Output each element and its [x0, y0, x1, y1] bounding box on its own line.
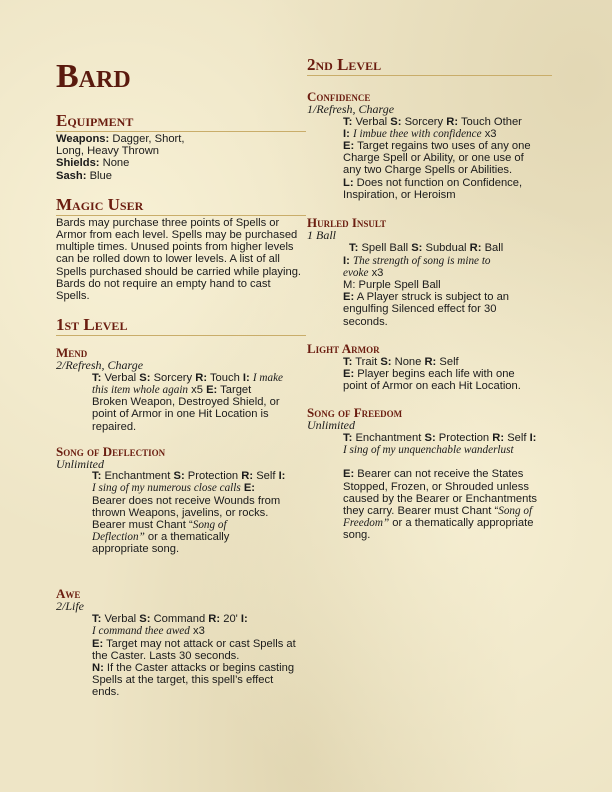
mend-school: Sorcery: [153, 371, 193, 384]
effect-label: E:: [343, 291, 355, 304]
confidence-body: [343, 116, 552, 201]
type-label: T:: [92, 371, 102, 384]
mend-incantation: I make: [252, 371, 284, 384]
limitation-label: L:: [343, 176, 354, 189]
type-label: T:: [349, 242, 359, 255]
freedom-effect: Bearer can not receive the States: [357, 468, 524, 481]
insult-incantation: The strength of song is mine to: [352, 254, 491, 267]
armor-effect: Player begins each life with one: [357, 368, 515, 381]
mend-title: Mend: [56, 345, 88, 361]
school-label: S:: [424, 431, 436, 444]
incantation-label: I:: [278, 470, 286, 483]
freedom-effect-line: they carry. Bearer must Chant “: [343, 504, 499, 517]
effect-label: E:: [92, 637, 104, 650]
school-label: S:: [173, 470, 185, 483]
deflection-chant: Song of: [192, 519, 227, 532]
weapons-value-2: Long, Heavy Thrown: [56, 145, 160, 158]
insult-effect-line: seconds.: [343, 315, 388, 328]
school-label: S:: [390, 115, 402, 128]
type-label: T:: [343, 355, 353, 368]
mend-body: [92, 372, 306, 433]
confidence-effect-line: any two Charge Spells or Abilities.: [343, 164, 513, 177]
confidence-incantation: I imbue thee with confidence: [352, 127, 482, 140]
awe-effect-line: the Caster. Lasts 30 seconds.: [92, 649, 240, 662]
effect-label: E:: [343, 368, 355, 381]
shields-label: Shields:: [56, 157, 100, 170]
range-label: R:: [208, 613, 221, 626]
level2-heading: 2nd Level: [307, 56, 552, 76]
range-label: R:: [446, 115, 459, 128]
magic-line: multiple times. Unused points from higher levels: [56, 241, 294, 254]
mend-type: Verbal: [104, 371, 137, 384]
awe-note-line: ends.: [92, 686, 120, 699]
incantation-label: I:: [529, 431, 537, 444]
armor-range: Self: [439, 355, 459, 368]
freedom-effect-line: caused by the Bearer or Enchantments: [343, 492, 538, 505]
deflection-effect-line: thrown Weapons, javelins, or rocks.: [92, 506, 269, 519]
freedom-frequency: Unlimited: [307, 418, 355, 433]
school-label: S:: [411, 242, 423, 255]
mend-effect-line: point of Armor in one Hit Location is: [92, 408, 269, 421]
awe-school: Command: [153, 613, 206, 626]
right-column: [307, 56, 552, 542]
awe-body: [92, 613, 306, 698]
mend-multiplier: x5: [191, 383, 203, 396]
range-label: R:: [195, 371, 208, 384]
magic-line: Bards may purchase three points of Spells or: [56, 216, 280, 229]
freedom-range: Self: [507, 431, 527, 444]
mend-effect-line: repaired.: [92, 420, 137, 433]
awe-title: Awe: [56, 585, 81, 601]
armor-body: [343, 356, 552, 393]
deflection-incantation: I sing of my numerous close calls: [92, 482, 241, 495]
effect-label: E:: [343, 139, 355, 152]
awe-type: Verbal: [104, 613, 137, 626]
weapons-value: Dagger, Short,: [112, 133, 185, 145]
note-label: N:: [92, 661, 104, 674]
awe-note-line: Spells at the target, this spell’s effect: [92, 674, 274, 687]
awe-multiplier: x3: [192, 625, 205, 638]
incantation-label: I:: [343, 127, 350, 140]
insult-type: Spell Ball: [361, 242, 409, 255]
mend-frequency: 2/Refresh, Charge: [56, 358, 144, 373]
page-title: Bard: [56, 58, 131, 95]
school-label: S:: [139, 371, 151, 384]
freedom-type: Enchantment: [355, 431, 422, 444]
magic-line: Bards do not require an empty hand to cast: [56, 277, 271, 290]
type-label: T:: [92, 613, 102, 626]
magic-line: Spells purchased should be carried while playing.: [56, 265, 302, 278]
confidence-effect-line: Charge Spell or Ability, or one use of: [343, 152, 524, 165]
armor-title: Light Armor: [307, 340, 380, 356]
magic-user-heading: Magic User: [56, 196, 306, 216]
magic-line: Armor from each level. Spells may be purchased: [56, 229, 298, 242]
confidence-school: Sorcery: [404, 115, 444, 128]
insult-title: Hurled Insult: [307, 214, 387, 230]
insult-multiplier: x3: [371, 266, 384, 279]
insult-effect-line: engulfing Silenced effect for 30: [343, 303, 497, 316]
type-label: T:: [343, 431, 353, 444]
confidence-title: Confidence: [307, 89, 371, 104]
shields-value: None: [102, 157, 130, 170]
freedom-title: Song of Freedom: [307, 405, 403, 421]
range-label: R:: [241, 470, 254, 483]
awe-incantation: I command thee awed: [92, 625, 190, 638]
deflection-tail-2: appropriate song.: [92, 543, 180, 556]
insult-material: Purple Spell Ball: [358, 279, 441, 292]
awe-effect: Target may not attack or cast Spells at: [106, 637, 296, 650]
armor-type: Trait: [355, 355, 378, 368]
effect-label: E:: [206, 383, 218, 396]
sash-value: Blue: [89, 169, 112, 182]
confidence-limitation: Does not function on Confidence,: [356, 176, 523, 189]
confidence-type: Verbal: [355, 115, 388, 128]
sash-label: Sash:: [56, 169, 87, 182]
insult-effect: A Player struck is subject to an: [356, 291, 510, 304]
type-label: T:: [92, 470, 102, 483]
magic-user-text: [56, 217, 306, 302]
deflection-chant-2: Deflection”: [92, 531, 145, 544]
deflection-effect-line: Bearer must Chant “: [92, 519, 193, 532]
confidence-limitation-line: Inspiration, or Heroism: [343, 188, 456, 201]
deflection-tail: or a thematically: [144, 531, 230, 544]
armor-effect-line: point of Armor on each Hit Location.: [343, 380, 521, 393]
confidence-range: Touch Other: [460, 115, 522, 128]
equipment-heading: Equipment: [56, 112, 306, 132]
confidence-frequency: 1/Refresh, Charge: [307, 102, 395, 116]
awe-note: If the Caster attacks or begins casting: [106, 661, 295, 674]
deflection-effect-line: Bearer does not receive Wounds from: [92, 494, 281, 507]
deflection-type: Enchantment: [104, 470, 171, 483]
awe-range: 20': [223, 613, 238, 626]
incantation-label: I:: [240, 613, 248, 626]
magic-line: Spells.: [56, 290, 90, 303]
incantation-label: I:: [242, 371, 250, 384]
incantation-label: I:: [343, 254, 350, 267]
school-label: S:: [139, 613, 151, 626]
effect-label: E:: [243, 482, 256, 495]
insult-incantation-2: evoke: [343, 266, 369, 279]
freedom-chant: Song of: [498, 504, 533, 517]
freedom-tail-2: song.: [343, 529, 371, 542]
range-label: R:: [469, 242, 482, 255]
insult-range: Ball: [484, 242, 504, 255]
insult-school: Subdual: [425, 242, 467, 255]
deflection-frequency: Unlimited: [56, 456, 104, 471]
range-label: R:: [424, 355, 437, 368]
weapons-label: Weapons:: [56, 133, 110, 145]
school-label: S:: [380, 355, 392, 368]
freedom-school: Protection: [438, 431, 490, 444]
mend-effect-line: Broken Weapon, Destroyed Shield, or: [92, 396, 280, 409]
deflection-title: Song of Deflection: [56, 443, 166, 459]
freedom-effect-line: Stopped, Frozen, or Shrouded unless: [343, 480, 529, 493]
range-label: R:: [492, 431, 505, 444]
level1-heading: 1st Level: [56, 316, 306, 336]
armor-school: None: [394, 355, 422, 368]
deflection-range: Self: [256, 470, 276, 483]
freedom-chant-2: Freedom”: [343, 517, 390, 530]
mend-range: Touch: [209, 371, 240, 384]
awe-frequency: 2/Life: [56, 598, 85, 613]
mend-effect: Target: [220, 383, 252, 396]
confidence-multiplier: x3: [484, 127, 497, 140]
insult-body: [343, 242, 552, 327]
material-label: M:: [343, 279, 356, 292]
freedom-body: [343, 432, 552, 542]
deflection-body: [92, 470, 306, 555]
type-label: T:: [343, 115, 353, 128]
mend-incantation-2: this item whole again: [92, 383, 189, 396]
equipment-block: [56, 133, 306, 182]
confidence-effect: Target regains two uses of any one: [357, 139, 531, 152]
freedom-incantation: I sing of my unquenchable wanderlust: [343, 444, 514, 457]
insult-frequency: 1 Ball: [307, 227, 336, 242]
freedom-tail: or a thematically appropriate: [389, 517, 534, 530]
magic-line: can be rolled down to lower levels. A list of all: [56, 253, 280, 266]
effect-label: E:: [343, 468, 355, 481]
left-column: [56, 112, 306, 699]
deflection-school: Protection: [187, 470, 239, 483]
